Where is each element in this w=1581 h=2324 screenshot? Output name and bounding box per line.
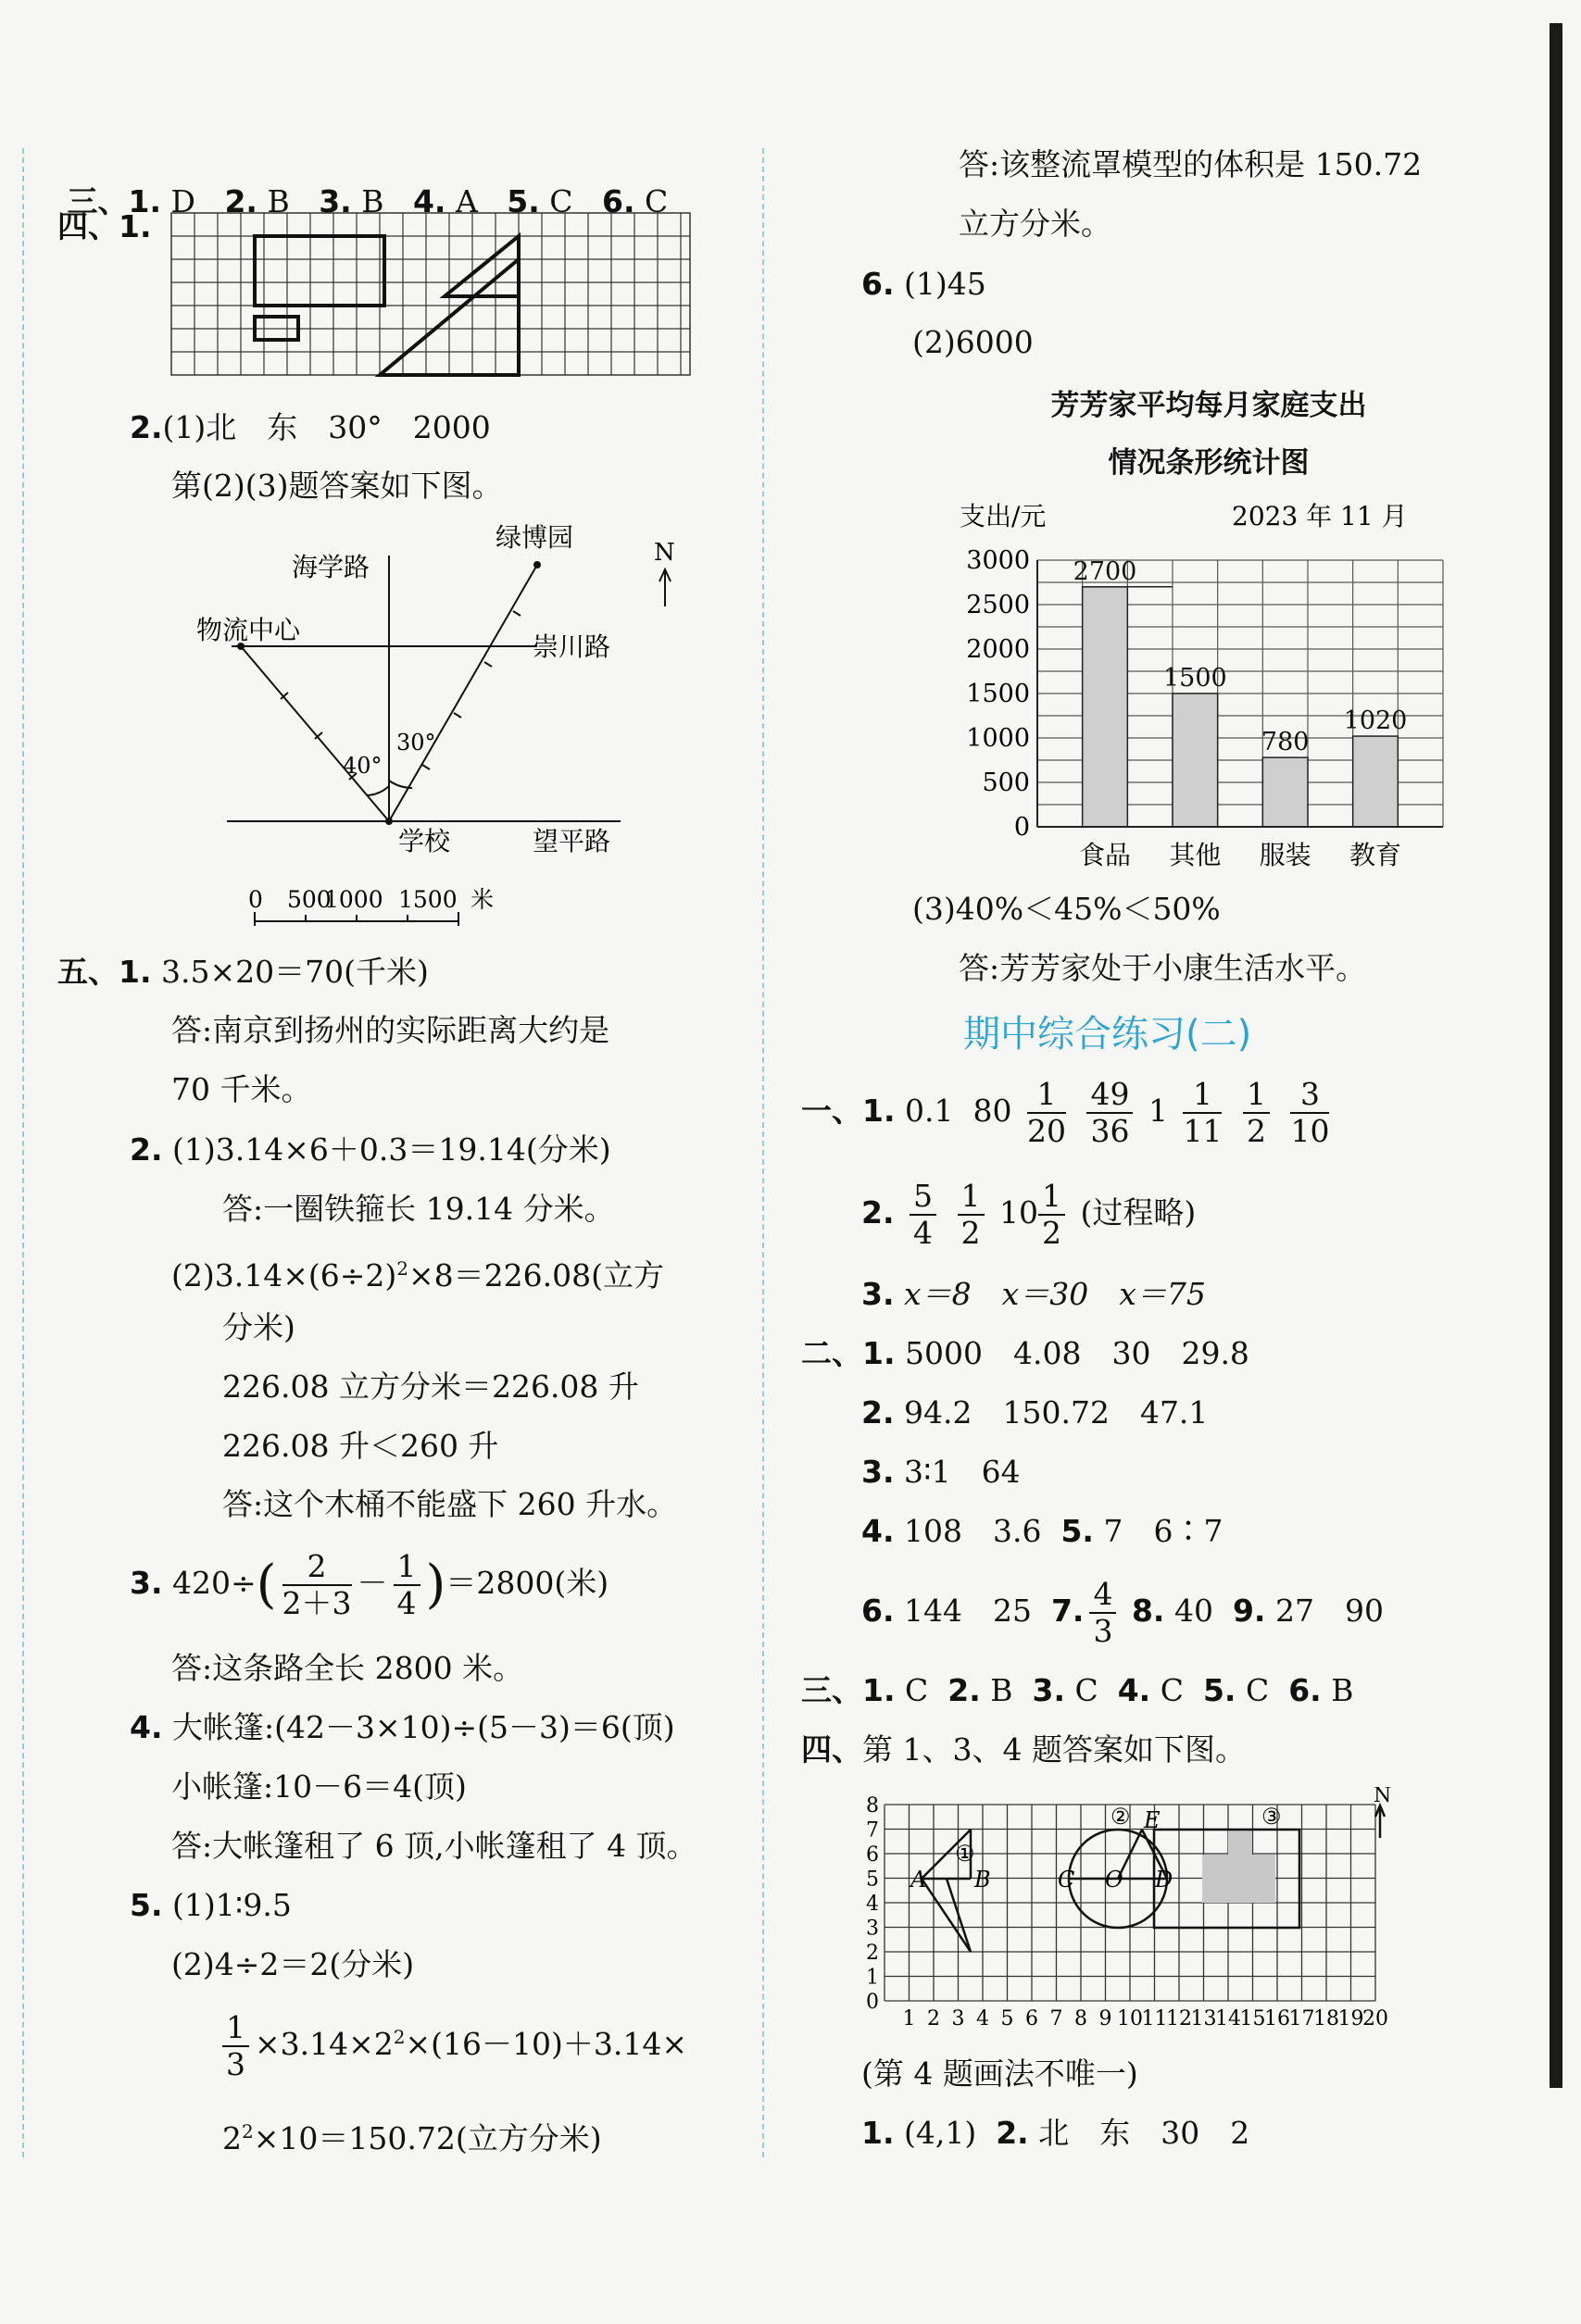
x-label: 7 (1049, 2007, 1063, 2030)
s5-q5-l2: (2)4÷2＝2(分米) (171, 1946, 415, 1982)
scale-1500: 1500 (398, 886, 458, 913)
scale-1000: 1000 (324, 886, 383, 913)
s5-q3-eq: 3. 420÷( $\frac{2}{2+3}$ － $\frac{1}{4}$ )＝2800(米) (130, 1548, 609, 1621)
y-tick-label: 1500 (966, 680, 1030, 708)
r-ans5b: 立方分米。 (959, 206, 1111, 242)
point-D: D (1155, 1867, 1173, 1893)
s5-q2-b5: 226.08 升＜260 升 (222, 1428, 499, 1464)
label-school: 学校 (398, 826, 451, 856)
y-tick-label: 3000 (966, 546, 1030, 575)
s5-q2-b1: $(2)3.14\times(6\div 2)^2\times 8=226.08$(立方 (171, 1257, 664, 1293)
r-ans5a: 答:该整流罩模型的体积是 150.72 (959, 146, 1423, 182)
angle-40: 40° (343, 753, 383, 779)
category-label: 其他 (1169, 840, 1222, 870)
x-label: 10 (1117, 2007, 1143, 2030)
x-label: 5 (1000, 2007, 1014, 2030)
x-label: 4 (976, 2007, 989, 2030)
column-divider (762, 148, 764, 2157)
s5-q5-l3: $\frac{1}{3}$ $\times 3.14\times 2^2\times(16-10)+3.14\times$ (222, 2000, 687, 2082)
y-label: 1 (866, 1966, 879, 1990)
s4-q2-line: 2.(1)北 东 30° 2000 (130, 409, 491, 445)
r-s4-note: (第 4 题画法不唯一) (861, 2055, 1138, 2092)
r-q6-l1: 6. (1)45 (861, 266, 986, 302)
grid-north-label: N (1374, 1787, 1392, 1807)
bar-其他 (1173, 693, 1218, 827)
point-E: E (1144, 1807, 1161, 1833)
road-label-haixue: 海学路 (292, 552, 370, 582)
point-B: B (974, 1867, 991, 1893)
r-s4-text: 四、第 1、3、4 题答案如下图。 (801, 1731, 1246, 1768)
bar-教育 (1353, 736, 1399, 827)
x-label: 14 (1215, 2007, 1241, 2030)
chart-title-2: 情况条形统计图 (1108, 446, 1310, 480)
y-label: 4 (866, 1893, 879, 1916)
y-tick-label: 2500 (966, 591, 1030, 619)
bar-服装 (1262, 757, 1308, 827)
y-tick-label: 500 (982, 768, 1030, 797)
label-logistics-center: 物流中心 (196, 615, 301, 645)
x-label: 18 (1313, 2007, 1339, 2030)
s5-q4-l1: 4. 大帐篷:(42－3×10)÷(5－3)＝6(顶) (130, 1709, 675, 1745)
page-edge (1550, 23, 1562, 2088)
section-4-label: 四、1. (57, 208, 152, 244)
x-label: 1 (902, 2007, 916, 2030)
x-label: 6 (1025, 2007, 1038, 2030)
y-label: 3 (866, 1917, 879, 1941)
category-label: 食品 (1078, 840, 1132, 870)
r-q6-ans: 答:芳芳家处于小康生活水平。 (959, 950, 1367, 986)
y-label: 6 (866, 1843, 879, 1867)
r-q6-l2: (2)6000 (912, 324, 1034, 360)
s5-q5-l4: $2^2\times 10=150.72$(立方分米) (222, 2120, 602, 2156)
label-lvboyuan: 绿博园 (496, 522, 574, 553)
category-label: 服装 (1259, 840, 1311, 870)
chart-date: 2023 年 11 月 (1232, 501, 1408, 531)
y-label: 2 (866, 1942, 879, 1965)
scale-500: 500 (287, 886, 332, 913)
x-label: 15 (1239, 2007, 1266, 2030)
y-label: 0 (866, 1991, 879, 2014)
s5-q2-b-ans: 答:这个木桶不能盛下 260 升水。 (222, 1486, 678, 1522)
r-s1-q2: 2. $\frac{5}{4}$ $\frac{1}{2}$ 10 $\frac{1}{2}$ (过程略) (861, 1178, 1197, 1251)
r-s1-q3: 3. x＝8 x＝30 x＝75 (861, 1276, 1206, 1312)
scale-unit: 米 (471, 886, 495, 913)
north-label: N (654, 539, 675, 567)
y-tick-label: 2000 (966, 635, 1030, 664)
s5-q1-ans1: 答:南京到扬州的实际距离大约是 (171, 1012, 610, 1048)
chart-ylabel: 支出/元 (960, 501, 1047, 531)
s5-q1-eq: 五、1. 3.5×20＝70(千米) (57, 954, 429, 990)
s5-q5-l1: 5. (1)1∶9.5 (130, 1887, 292, 1923)
data-label: 1500 (1162, 664, 1227, 693)
s5-q4-l2: 小帐篷:10－6＝4(顶) (171, 1768, 467, 1805)
mark-1: ① (955, 1841, 975, 1867)
s5-q4-ans: 答:大帐篷租了 6 顶,小帐篷租了 4 顶。 (171, 1828, 697, 1864)
x-label: 16 (1264, 2007, 1290, 2030)
r-s2-q4: 4. 108 3.6 5. 7 6∶7 (861, 1513, 1223, 1549)
x-label: 11 (1141, 2007, 1168, 2030)
s5-q2-a-ans: 答:一圈铁箍长 19.14 分米。 (222, 1191, 615, 1227)
section-3-answers: 三、1. D 2. B 3. B 4. A 5. C 6. C (67, 183, 669, 219)
data-label: 2700 (1073, 556, 1137, 586)
mark-3: ③ (1261, 1804, 1282, 1830)
x-label: 20 (1362, 2007, 1388, 2030)
r-q6-l3: (3)40%＜45%＜50% (912, 891, 1221, 927)
r-s2-q2: 2. 94.2 150.72 47.1 (861, 1394, 1209, 1431)
point-C: C (1058, 1867, 1075, 1893)
mark-2: ② (1110, 1804, 1131, 1830)
x-label: 2 (927, 2007, 940, 2030)
y-tick-label: 1000 (966, 724, 1030, 753)
s5-q2-b4: 226.08 立方分米＝226.08 升 (222, 1368, 639, 1405)
y-label: 7 (866, 1818, 879, 1843)
x-label: 17 (1288, 2007, 1315, 2030)
road-label-wangping: 望平路 (533, 826, 611, 856)
x-label: 3 (951, 2007, 965, 2030)
category-label: 教育 (1349, 840, 1402, 870)
x-label: 9 (1098, 2007, 1112, 2030)
angle-30: 30° (396, 730, 436, 756)
r-s2-q6: 6. 144 25 7. $\frac{4}{3}$ 8. 40 9. 27 90 (861, 1576, 1384, 1649)
s4-q2-note: 第(2)(3)题答案如下图。 (171, 468, 503, 504)
point-A: A (910, 1867, 927, 1893)
bar-食品 (1083, 587, 1128, 827)
s5-q3-ans: 答:这条路全长 2800 米。 (171, 1650, 524, 1686)
left-margin-line (22, 148, 24, 2157)
bar-chart (954, 495, 1473, 875)
rectangle-large (255, 236, 384, 306)
x-label: 13 (1190, 2007, 1217, 2030)
s5-q2-b3: 分米) (222, 1309, 295, 1345)
r-s2-q3: 3. 3∶1 64 (861, 1454, 1021, 1490)
r-s3-answers: 三、1. C 2. B 3. C 4. C 5. C 6. B (801, 1672, 1354, 1708)
grid-figure-shapes (167, 208, 704, 384)
direction-map (185, 519, 704, 931)
section-heading: 期中综合练习(二) (963, 1013, 1252, 1056)
x-label: 12 (1166, 2007, 1192, 2030)
x-label: 8 (1074, 2007, 1087, 2030)
data-label: 780 (1261, 728, 1310, 757)
r-s1-q1: 一、1. 0.1 80 $\frac{1}{20}$ $\frac{49}{36}$ 1 $\frac{1}{11}$ $\frac{1}{2}$ $\frac{3}{10}$ (801, 1076, 1330, 1149)
point-O: O (1105, 1867, 1123, 1893)
y-label: 5 (866, 1868, 879, 1892)
data-label: 1020 (1343, 706, 1408, 736)
r-s4-last: 1. (4,1) 2. 北 东 30 2 (861, 2115, 1250, 2151)
r-s2-q1: 二、1. 5000 4.08 30 29.8 (801, 1335, 1249, 1371)
road-label-chongchuan: 崇川路 (533, 631, 611, 662)
y-label: 8 (866, 1794, 879, 1818)
s5-q1-ans2: 70 千米。 (171, 1071, 312, 1107)
coordinate-grid (866, 1787, 1403, 2032)
chart-title: 芳芳家平均每月家庭支出 (1050, 389, 1367, 422)
scale-0: 0 (248, 886, 263, 913)
x-label: 19 (1337, 2007, 1364, 2030)
s5-q2-a: 2. (1)3.14×6＋0.3＝19.14(分米) (130, 1131, 611, 1168)
y-tick-label: 0 (1013, 813, 1030, 842)
